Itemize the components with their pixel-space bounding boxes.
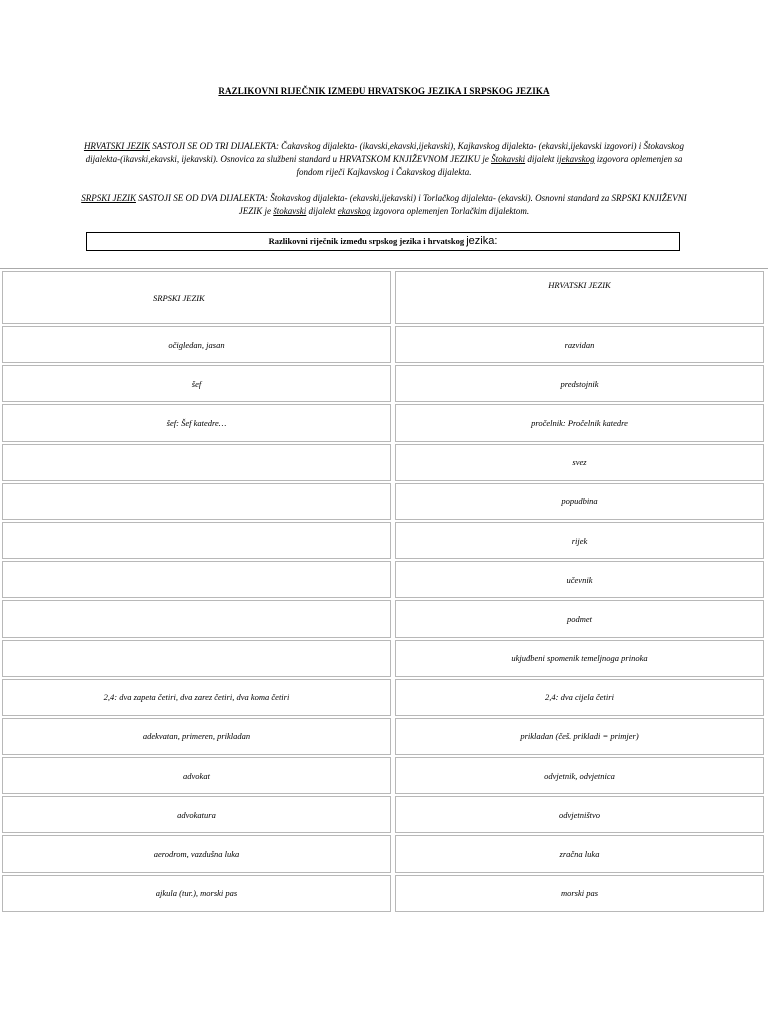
paragraph-lead: HRVATSKI JEZIK	[83, 141, 151, 151]
document-title: RAZLIKOVNI RIJEČNIK IZMEĐU HRVATSKOG JEZIKA I SRPSKOG JEZIKA	[218, 86, 550, 96]
paragraph-text: izgovora oplemenjen sa fondom riječi Kajkavskog i Čakavskog dijalekta.	[296, 154, 683, 177]
paragraph-underlined: Štokavski	[491, 154, 526, 164]
cell-serbian	[2, 600, 391, 637]
cell-croatian: popudbina	[395, 483, 764, 520]
paragraph-croatian	[80, 140, 688, 179]
dictionary-subtitle-box	[86, 232, 680, 251]
cell-croatian: prikladan (češ. prikladi = primjer)	[395, 718, 764, 755]
cell-serbian: advokatura	[2, 796, 391, 833]
paragraph-serbian	[80, 192, 688, 218]
cell-serbian: 2,4: dva zapeta četiri, dva zarez četiri, dva koma četiri	[2, 679, 391, 716]
paragraph-lead: SRPSKI JEZIK	[81, 193, 136, 203]
paragraph-text: izgovora oplemenjen Torlačkim dijalektom.	[370, 206, 530, 216]
cell-croatian: predstojnik	[395, 365, 764, 402]
cell-serbian: ajkula (tur.), morski pas	[2, 875, 391, 912]
cell-serbian: aerodrom, vazdušna luka	[2, 835, 391, 872]
table-header-row	[0, 269, 768, 324]
cell-croatian: učevnik	[395, 561, 764, 598]
table-row	[0, 755, 768, 794]
table-row	[0, 638, 768, 677]
paragraph-text: SASTOJI SE OD DVA DIJALEKTA: Štokavskog dijalekta- (ekavski,ijekavski) i Torlačkog dijalekta- (ekavski). Osnovni standard za SRPSKI KNJIŽEVNI JEZIK je	[135, 193, 687, 216]
table-row	[0, 716, 768, 755]
table-row	[0, 324, 768, 363]
cell-serbian	[2, 522, 391, 559]
table-row	[0, 794, 768, 833]
table-row	[0, 598, 768, 637]
paragraph-underlined: ijekavskog	[556, 154, 595, 164]
table-row	[0, 873, 768, 912]
cell-serbian	[2, 444, 391, 481]
paragraph-underlined: ekavskog	[337, 206, 371, 216]
cell-croatian: svez	[395, 444, 764, 481]
table-row	[0, 677, 768, 716]
cell-croatian: pročelnik: Pročelnik katedre	[395, 404, 764, 441]
subtitle-text-large: jezika:	[466, 235, 498, 247]
cell-serbian	[2, 483, 391, 520]
header-serbian: SRPSKI JEZIK	[2, 271, 391, 324]
paragraph-text: SASTOJI SE OD TRI DIJALEKTA: Čakavskog dijalekta- (ikavski,ekavski,ijekavski), Kajkavskog dijalekta- (ekavski,ijekavski izgovori) i Štokavskog dijalekta-(ikavski,ekavski, ijekavski). Osnovica za službeni standard u HRVATSKOM KNJIŽEVNOM JEZIKU je	[85, 141, 685, 164]
paragraph-text: dijalekt	[306, 206, 338, 216]
table-row	[0, 833, 768, 872]
table-row	[0, 363, 768, 402]
cell-croatian: odvjetništvo	[395, 796, 764, 833]
table-row	[0, 442, 768, 481]
cell-serbian: advokat	[2, 757, 391, 794]
cell-serbian: šef	[2, 365, 391, 402]
cell-croatian: zračna luka	[395, 835, 764, 872]
cell-croatian: morski pas	[395, 875, 764, 912]
cell-croatian: ukjuđbeni spomenik temeljnoga prinoka	[395, 640, 764, 677]
table-row	[0, 520, 768, 559]
cell-croatian: 2,4: dva cijela četiri	[395, 679, 764, 716]
cell-serbian	[2, 640, 391, 677]
paragraph-text: dijalekt	[525, 154, 557, 164]
cell-serbian: očigledan, jasan	[2, 326, 391, 363]
table-row	[0, 402, 768, 441]
paragraph-underlined: štokavski	[273, 206, 307, 216]
cell-serbian: adekvatan, primeren, prikladan	[2, 718, 391, 755]
table-row	[0, 481, 768, 520]
cell-serbian	[2, 561, 391, 598]
header-croatian: HRVATSKI JEZIK	[395, 271, 764, 324]
dictionary-table	[0, 268, 768, 912]
cell-serbian: šef: Šef katedre…	[2, 404, 391, 441]
cell-croatian: rijek	[395, 522, 764, 559]
table-row	[0, 559, 768, 598]
cell-croatian: podmet	[395, 600, 764, 637]
subtitle-text: Razlikovni riječnik između srpskog jezika i hrvatskog	[268, 236, 467, 246]
cell-croatian: odvjetnik, odvjetnica	[395, 757, 764, 794]
cell-croatian: razvidan	[395, 326, 764, 363]
